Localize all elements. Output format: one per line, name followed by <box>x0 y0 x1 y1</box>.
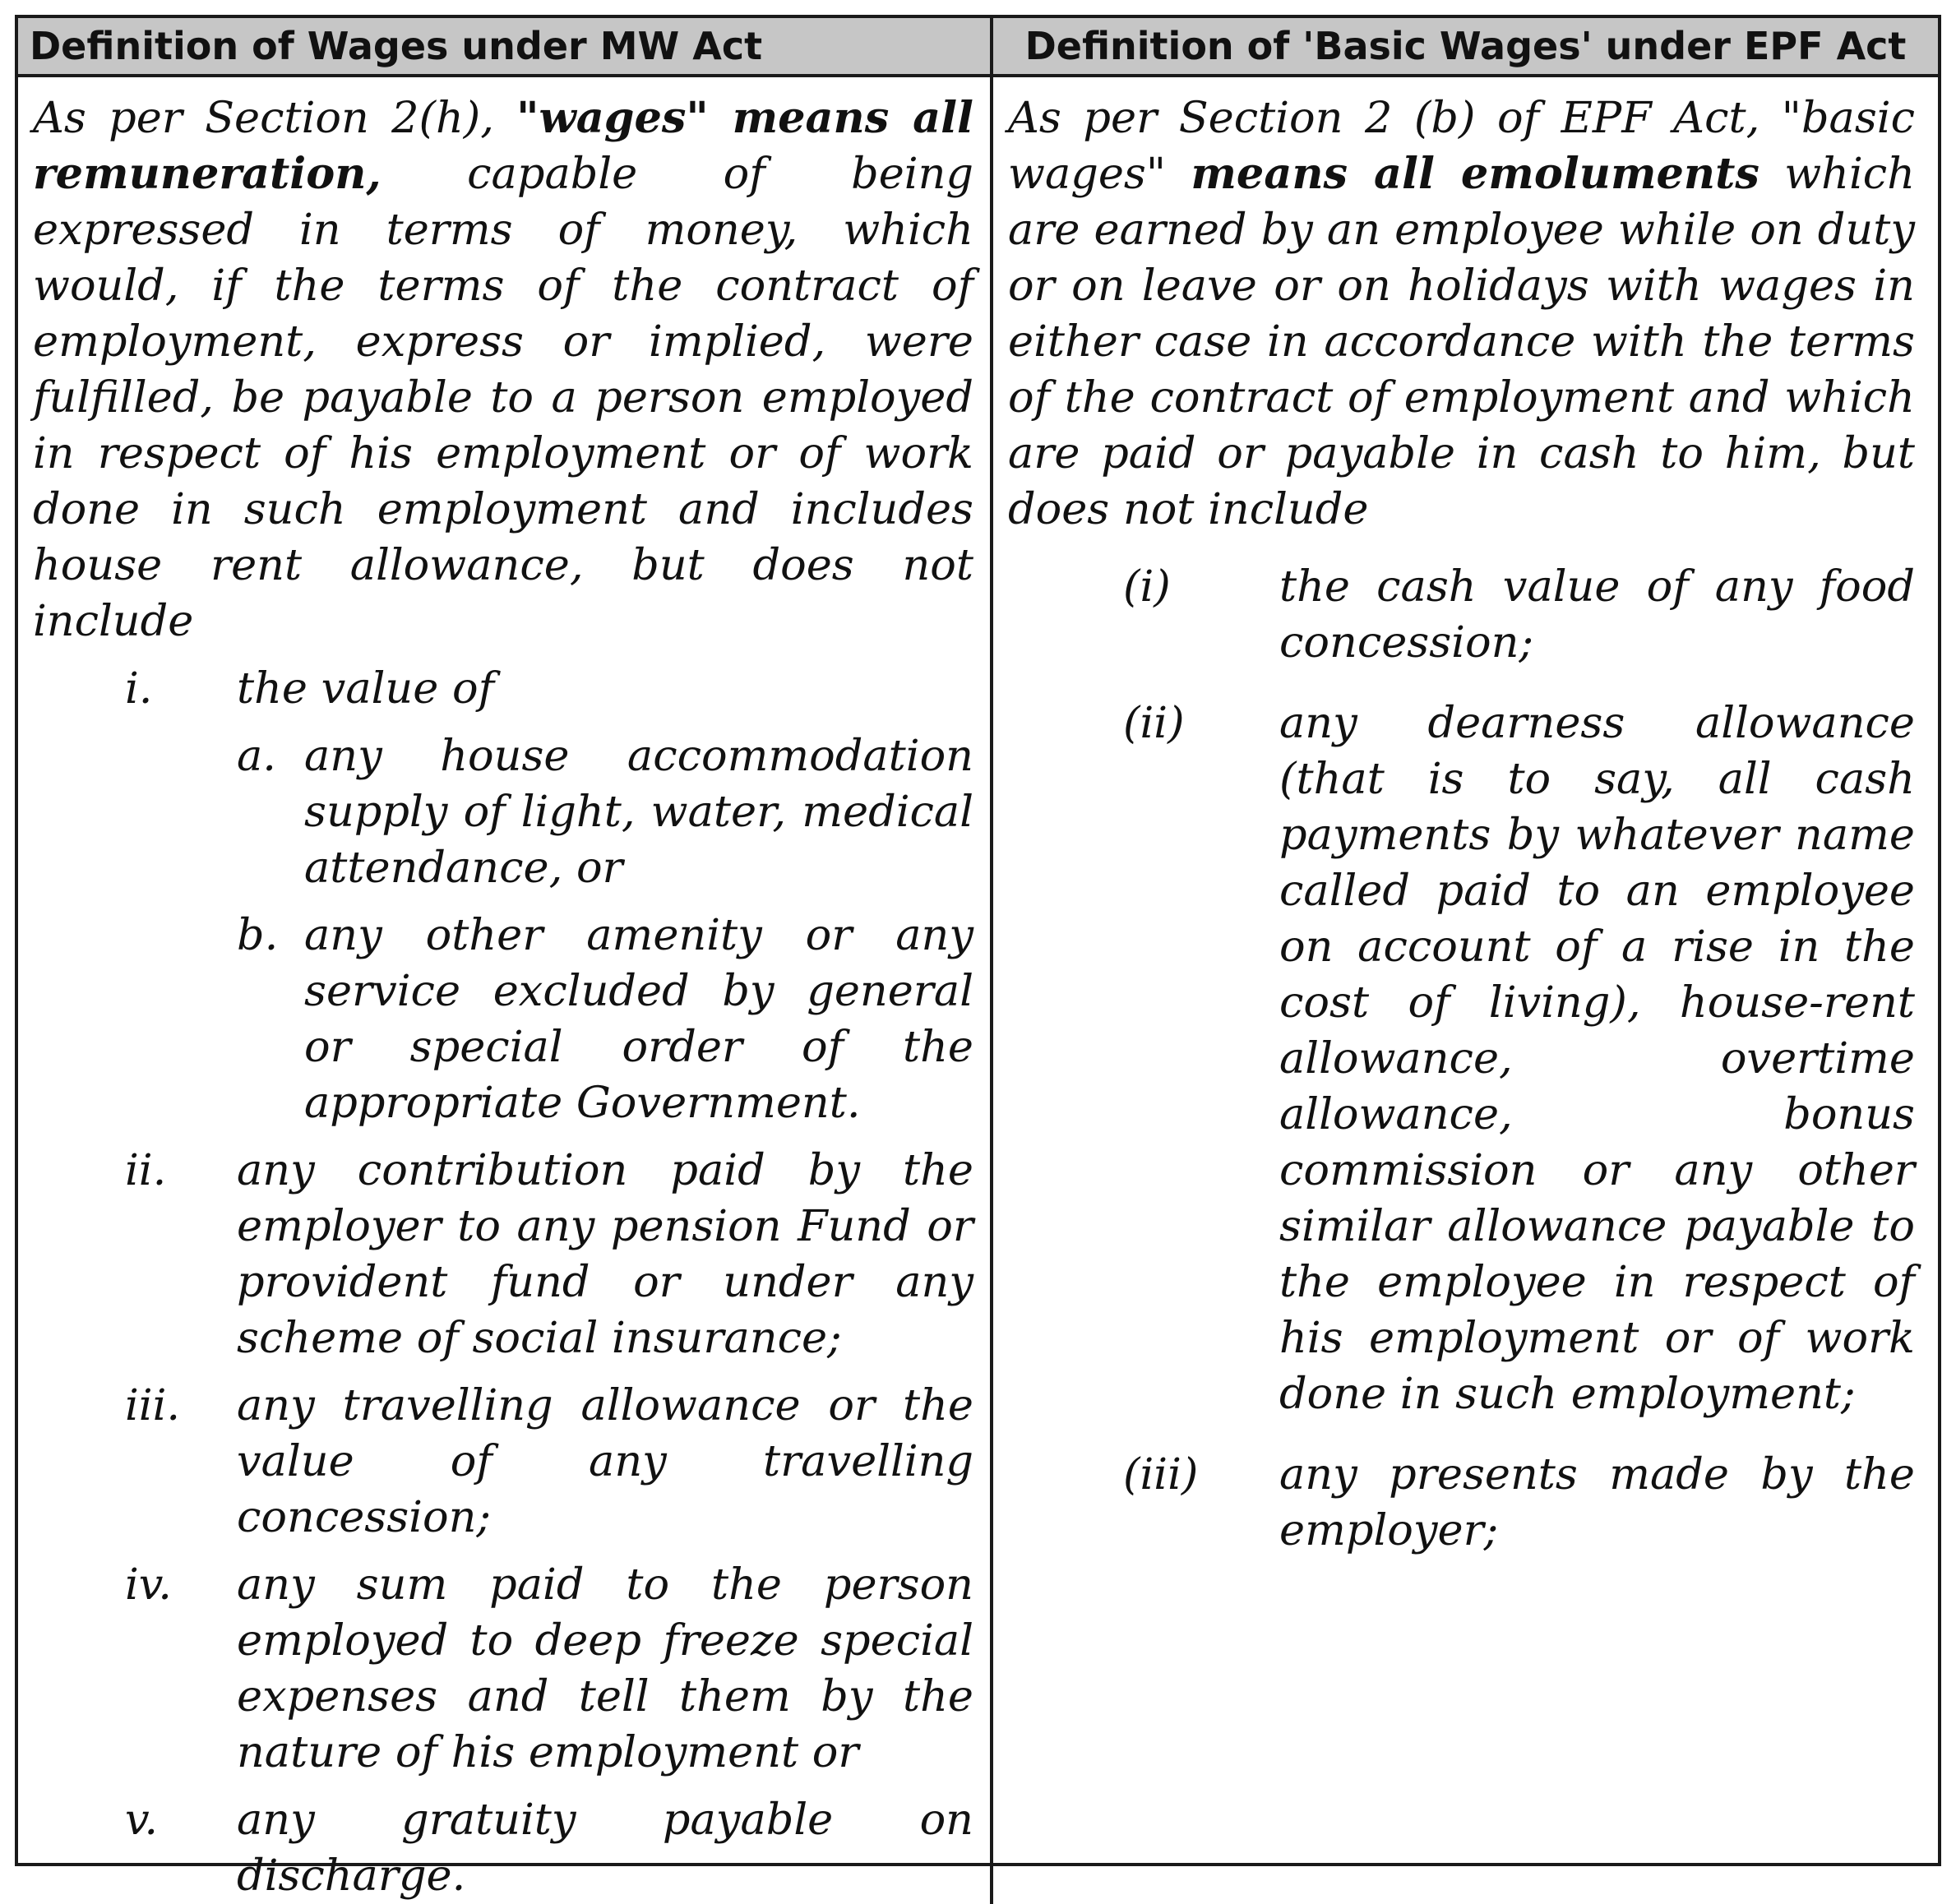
list-item <box>1008 696 1915 1422</box>
item-text: the cash value of any food concession; <box>1279 561 1915 668</box>
list-item <box>33 1143 973 1366</box>
sub-item-letter: b. <box>237 910 279 960</box>
epf-act-definition-cell <box>993 77 1938 1904</box>
item-number: ii. <box>125 1145 167 1195</box>
item-text: any sum paid to the person employed to deep freeze special expenses and tell them by the nature of his employment or <box>237 1560 973 1777</box>
mw-intro-pre: As per Section 2(h), <box>33 93 517 143</box>
item-number: (i) <box>1123 561 1171 612</box>
mw-intro-bold: "wages" means all remuneration, <box>33 93 973 199</box>
item-number: iv. <box>125 1560 172 1610</box>
item-text: the value of <box>237 663 495 714</box>
list-item <box>1008 1447 1915 1559</box>
epf-act-intro <box>1008 90 1915 538</box>
item-number: iii. <box>125 1380 181 1430</box>
sub-item-letter: a. <box>237 731 276 781</box>
sub-list-item <box>237 728 973 896</box>
header-mw-act: Definition of Wages under MW Act <box>18 18 993 77</box>
item-number: i. <box>125 663 153 714</box>
item-text: any contribution paid by the employer to any pension Fund or provident fund or under any scheme of social insurance; <box>237 1145 973 1363</box>
definitions-table <box>15 15 1941 1901</box>
sub-list-item <box>237 908 973 1131</box>
list-item <box>1008 559 1915 671</box>
epf-intro-bold: means all emoluments <box>1191 149 1759 199</box>
list-item <box>33 1557 973 1781</box>
item-text: any travelling allowance or the value of any travelling concession; <box>237 1380 973 1542</box>
sub-item-text: any house accommodation supply of light, water, medical attendance, or <box>304 731 973 893</box>
item-number: v. <box>125 1795 159 1845</box>
item-number: (ii) <box>1123 698 1185 748</box>
sub-list <box>237 728 973 1131</box>
item-text: any dearness allowance (that is to say, all cash payments by whatever name called paid to an employee on account of a rise in the cost of living), house-rent allowance, overtime allowance, bonus commission or any other similar allowance payable to the employee in respect of his employment or of work done in such employment; <box>1279 698 1915 1419</box>
epf-intro-post: which are earned by an employee while on duty or on leave or on holidays with wages in either case in accordance with the terms of the contract of employment and which are paid or payable in cash to him, but does not include <box>1008 149 1916 534</box>
list-item <box>33 661 973 717</box>
item-text: any gratuity payable on discharge. <box>237 1795 973 1901</box>
mw-intro-post: capable of being expressed in terms of money, which would, if the terms of the contract of employment, express or implied, were fulfilled, be payable to a person employed in respect of his employment or of work done in such employment and includes house rent allowance, but does not include <box>33 149 973 646</box>
sub-item-text: any other amenity or any service excluded by general or special order of the appropriate Government. <box>304 910 973 1128</box>
header-epf-act: Definition of 'Basic Wages' under EPF Act <box>993 18 1938 77</box>
mw-act-intro <box>33 90 973 649</box>
mw-act-definition-cell <box>18 77 993 1904</box>
item-number: (iii) <box>1123 1449 1199 1500</box>
epf-intro-pre: As per Section 2 (b) of EPF Act, "basic wages" <box>1008 93 1915 199</box>
item-text: any presents made by the employer; <box>1279 1449 1915 1555</box>
list-item <box>33 1792 973 1904</box>
list-item <box>33 1378 973 1546</box>
